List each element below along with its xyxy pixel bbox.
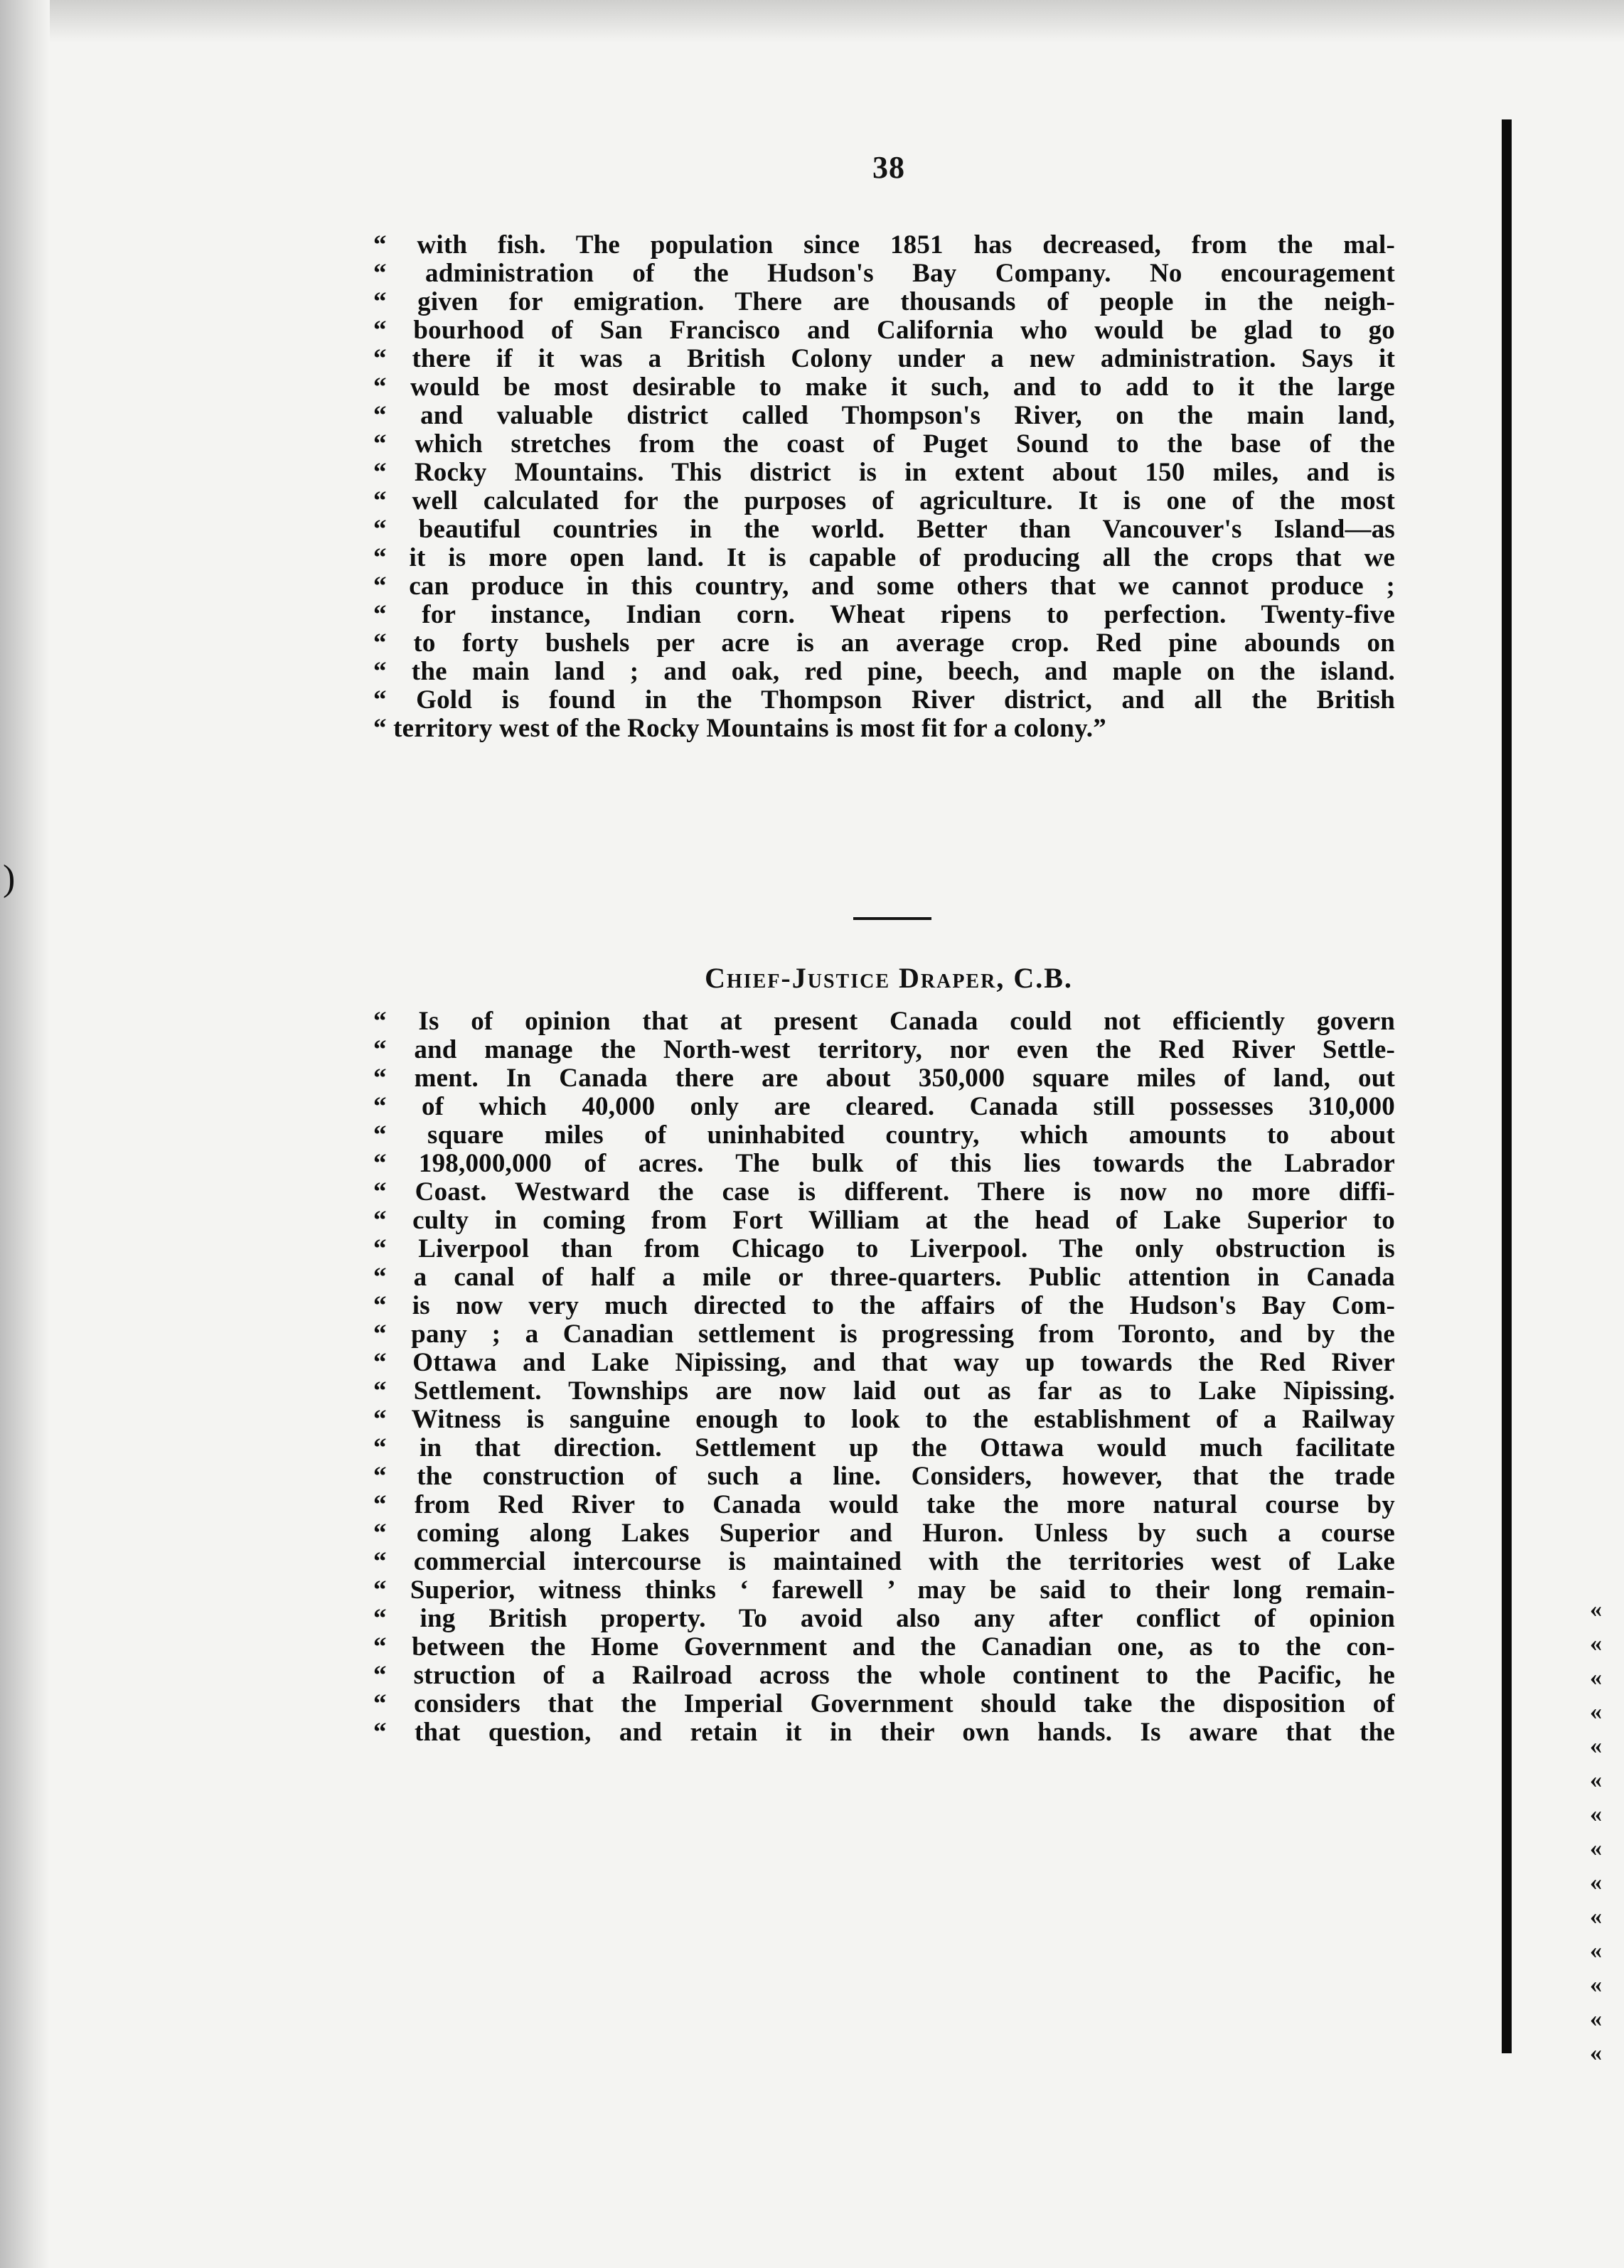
text-line: “ would be most desirable to make it such, and to add to it the large — [373, 373, 1395, 402]
text-line: “ ment. In Canada there are about 350,000 square miles of land, out — [373, 1064, 1395, 1093]
text-line: “ the construction of such a line. Considers, however, that the trade — [373, 1462, 1395, 1491]
text-line: “ Liverpool than from Chicago to Liverpool. The only obstruction is — [373, 1235, 1395, 1263]
text-line: “ Rocky Mountains. This district is in extent about 150 miles, and is — [373, 459, 1395, 487]
text-line: “ Settlement. Townships are now laid out as far as to Lake Nipissing. — [373, 1377, 1395, 1406]
margin-quote-mark: « — [1590, 1664, 1602, 1691]
text-line: “ with fish. The population since 1851 has decreased, from the mal- — [373, 231, 1395, 260]
margin-quote-mark: « — [1590, 1767, 1602, 1793]
text-line: “ and valuable district called Thompson's River, on the main land, — [373, 402, 1395, 430]
text-line: “ beautiful countries in the world. Better than Vancouver's Island—as — [373, 515, 1395, 544]
text-line: “ coming along Lakes Superior and Huron. Unless by such a course — [373, 1519, 1395, 1548]
quoted-passage-1 — [373, 231, 1395, 743]
margin-quote-mark: « — [1590, 1903, 1602, 1930]
text-line: “ of which 40,000 only are cleared. Canada still possesses 310,000 — [373, 1093, 1395, 1121]
text-line: “ Coast. Westward the case is different. There is now no more diffi- — [373, 1178, 1395, 1207]
text-line: “ Witness is sanguine enough to look to the establishment of a Railway — [373, 1406, 1395, 1434]
margin-quote-mark: « — [1590, 1972, 1602, 1998]
text-line: “ a canal of half a mile or three-quarters. Public attention in Canada — [373, 1263, 1395, 1292]
text-line: “ well calculated for the purposes of agriculture. It is one of the most — [373, 487, 1395, 515]
margin-quote-mark: « — [1590, 1801, 1602, 1827]
margin-quote-mark: « — [1590, 1630, 1602, 1657]
page-edge-rule — [1502, 119, 1512, 2053]
text-line: “ the main land ; and oak, red pine, beech, and maple on the island. — [373, 658, 1395, 686]
text-line: “ Superior, witness thinks ‘ farewell ’ may be said to their long remain- — [373, 1576, 1395, 1605]
margin-quote-mark: « — [1590, 2040, 1602, 2066]
quoted-passage-2 — [373, 1007, 1395, 1747]
section-heading: Chief-Justice Draper, C.B. — [705, 962, 1073, 994]
text-line: “ struction of a Railroad across the whole continent to the Pacific, he — [373, 1662, 1395, 1690]
text-line: “ there if it was a British Colony under a new administration. Says it — [373, 345, 1395, 373]
text-line: “ Ottawa and Lake Nipissing, and that way up towards the Red River — [373, 1349, 1395, 1377]
text-line: “ commercial intercourse is maintained with the territories west of Lake — [373, 1548, 1395, 1576]
text-line: “ square miles of uninhabited country, which amounts to about — [373, 1121, 1395, 1150]
text-line: “ between the Home Government and the Canadian one, as to the con- — [373, 1633, 1395, 1662]
text-line: “ territory west of the Rocky Mountains is most fit for a colony.” — [373, 715, 1106, 743]
text-line: “ ing British property. To avoid also any after conflict of opinion — [373, 1605, 1395, 1633]
text-line: “ considers that the Imperial Government should take the disposition of — [373, 1690, 1395, 1718]
text-line: “ which stretches from the coast of Puget Sound to the base of the — [373, 430, 1395, 459]
text-line: “ Gold is found in the Thompson River district, and all the British — [373, 686, 1395, 715]
text-line: “ to forty bushels per acre is an average crop. Red pine abounds on — [373, 629, 1395, 658]
margin-quote-mark: « — [1590, 1937, 1602, 1964]
text-line: “ pany ; a Canadian settlement is progressing from Toronto, and by the — [373, 1320, 1395, 1349]
section-divider — [853, 917, 931, 920]
text-line: “ and manage the North-west territory, nor even the Red River Settle- — [373, 1036, 1395, 1064]
text-line: “ can produce in this country, and some others that we cannot produce ; — [373, 572, 1395, 601]
text-line: “ in that direction. Settlement up the Ottawa would much facilitate — [373, 1434, 1395, 1462]
facing-page-marks — [1590, 1593, 1618, 2104]
binding-shadow — [0, 0, 50, 2268]
margin-quote-mark: « — [1590, 1699, 1602, 1725]
text-line: “ given for emigration. There are thousands of people in the neigh- — [373, 288, 1395, 316]
text-line: “ from Red River to Canada would take the more natural course by — [373, 1491, 1395, 1519]
text-line: “ is now very much directed to the affairs of the Hudson's Bay Com- — [373, 1292, 1395, 1320]
page-number: 38 — [872, 150, 905, 185]
margin-quote-mark: « — [1590, 2006, 1602, 2032]
page-top-shadow — [0, 0, 1624, 43]
left-edge-mark: ) — [3, 858, 16, 899]
text-line: “ 198,000,000 of acres. The bulk of this lies towards the Labrador — [373, 1150, 1395, 1178]
margin-quote-mark: « — [1590, 1733, 1602, 1759]
text-line: “ culty in coming from Fort William at the head of Lake Superior to — [373, 1207, 1395, 1235]
text-line: “ bourhood of San Francisco and California who would be glad to go — [373, 316, 1395, 345]
text-line: “ that question, and retain it in their own hands. Is aware that the — [373, 1718, 1395, 1747]
margin-quote-mark: « — [1590, 1835, 1602, 1861]
text-line: “ administration of the Hudson's Bay Company. No encouragement — [373, 260, 1395, 288]
text-line: “ Is of opinion that at present Canada could not efficiently govern — [373, 1007, 1395, 1036]
text-line: “ for instance, Indian corn. Wheat ripens to perfection. Twenty-five — [373, 601, 1395, 629]
text-line: “ it is more open land. It is capable of producing all the crops that we — [373, 544, 1395, 572]
margin-quote-mark: « — [1590, 1869, 1602, 1895]
margin-quote-mark: « — [1590, 1596, 1602, 1622]
